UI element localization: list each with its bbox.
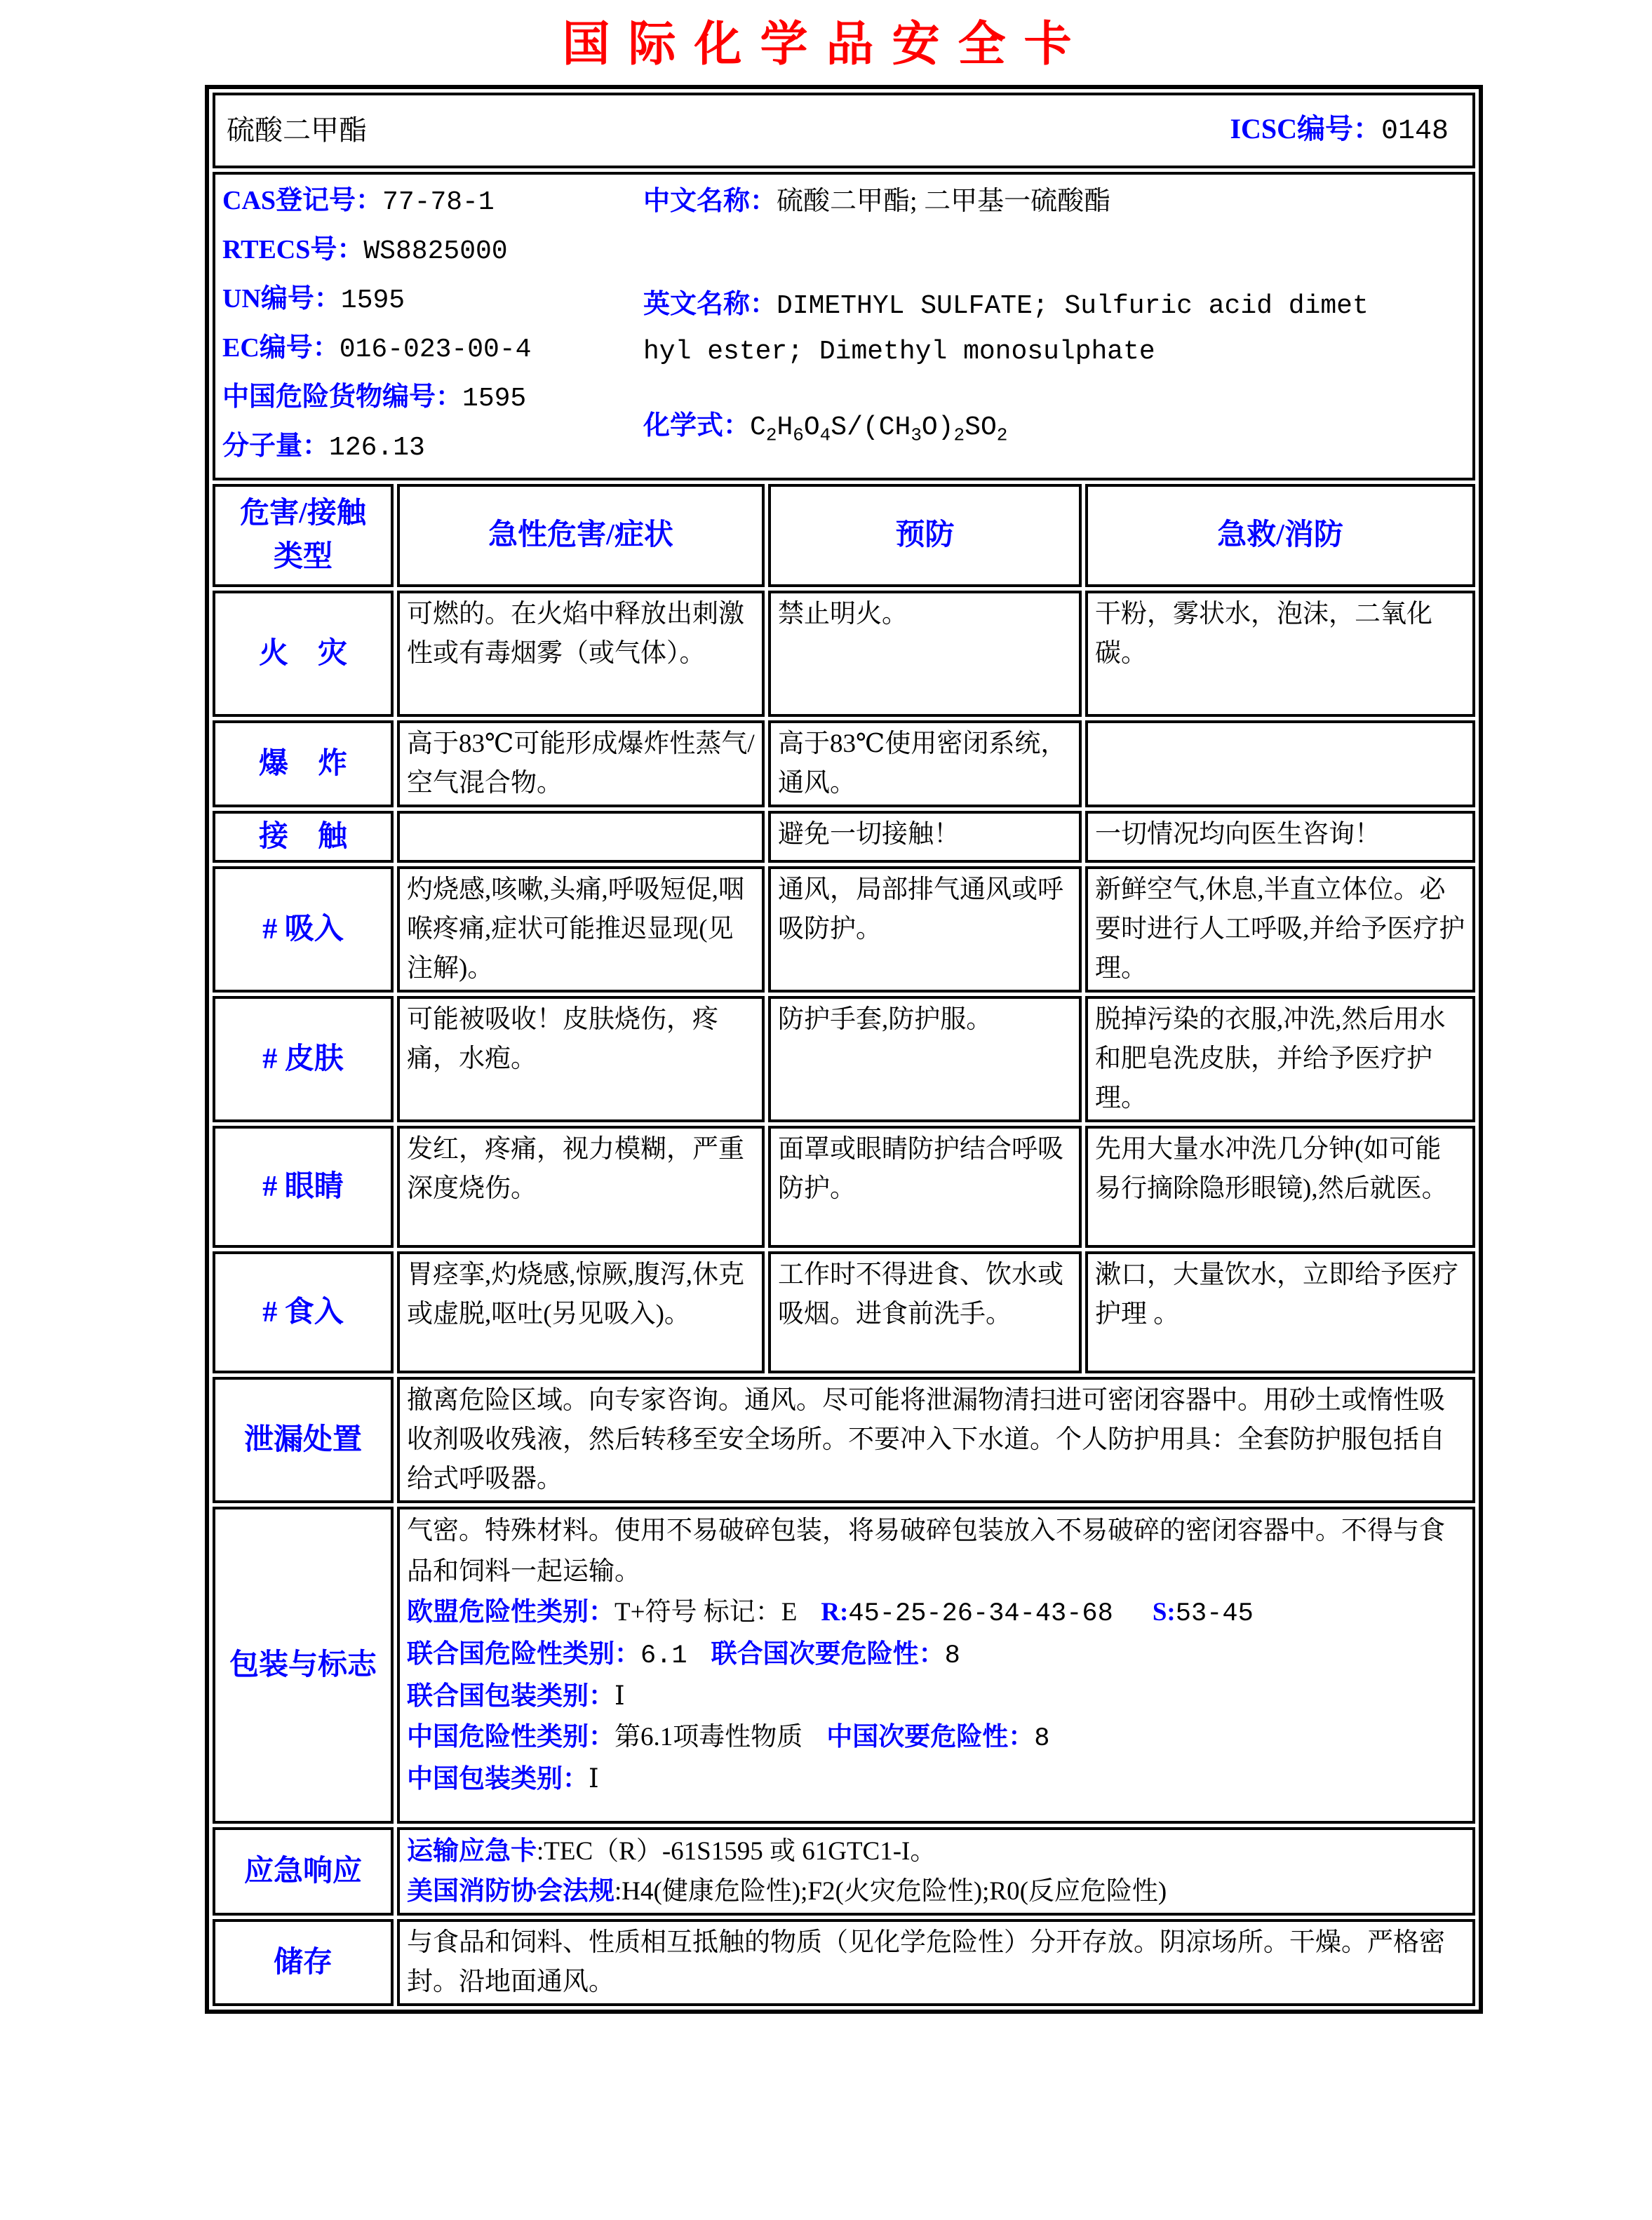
un-class-label: 联合国危险性类别： — [407, 1639, 640, 1669]
eu-class-label: 欧盟危险性类别： — [407, 1597, 615, 1627]
nfpa-value: :H4(健康危险性);F2(火灾危险性);R0(反应危险性) — [615, 1876, 1167, 1906]
field-label: EC编号： — [222, 332, 340, 363]
eyes-prevention: 面罩或眼睛防护结合呼吸防护。 — [768, 1126, 1082, 1248]
fire-symptoms: 可燃的。在火焰中释放出刺激性或有毒烟雾（或气体）。 — [397, 591, 765, 717]
un-packgroup-label: 联合国包装类别： — [407, 1681, 615, 1711]
eyes-symptoms: 发红，疼痛，视力模糊，严重深度烧伤。 — [397, 1126, 765, 1248]
un-subrisk-value: 8 — [944, 1641, 960, 1671]
s-phrases-label: S: — [1152, 1597, 1176, 1627]
un-class-line — [407, 1634, 1465, 1676]
un-class-value: 6.1 — [640, 1641, 687, 1671]
field-value: 126.13 — [329, 432, 425, 463]
row-label-fire: 火 灾 — [213, 591, 394, 717]
field-label: 英文名称： — [643, 289, 777, 319]
ingestion-symptoms: 胃痉挛,灼烧感,惊厥,腹泻,休克或虚脱,呕吐(另见吸入)。 — [397, 1251, 765, 1373]
hazard-row-inhalation — [213, 866, 1475, 993]
inhalation-symptoms: 灼烧感,咳嗽,头痛,呼吸短促,咽喉疼痛,症状可能推迟显现(见注解)。 — [397, 866, 765, 993]
field-value: 77-78-1 — [382, 187, 495, 217]
r-phrases-value: 45-25-26-34-43-68 — [848, 1599, 1113, 1629]
field-value: 016-023-00-4 — [339, 334, 532, 365]
row-label-eyes: # 眼睛 — [213, 1126, 394, 1248]
packaging-cell — [397, 1507, 1475, 1824]
row-label-storage: 储存 — [213, 1919, 394, 2006]
field-value: 1595 — [340, 285, 405, 316]
row-label-emergency: 应急响应 — [213, 1827, 394, 1916]
chemical-formula: $C_2H_6O_4S/(CH_3O)_2SO_2$ — [750, 412, 1008, 446]
ingestion-prevention: 工作时不得进食、饮水或吸烟。进食前洗手。 — [768, 1251, 1082, 1373]
hazard-header-row — [213, 484, 1475, 587]
rtecs-number-field — [222, 231, 643, 271]
info-cell — [213, 172, 1475, 480]
chinese-name-field — [643, 182, 1383, 221]
identifier-list — [222, 182, 643, 476]
field-label: 中国危险货物编号： — [222, 382, 463, 412]
row-label-spill: 泄漏处置 — [213, 1377, 394, 1503]
hazard-row-fire — [213, 591, 1475, 717]
field-label: 化学式： — [643, 410, 751, 440]
field-value: 硫酸二甲酯; 二甲基一硫酸酯 — [777, 186, 1111, 216]
row-label-skin: # 皮肤 — [213, 996, 394, 1122]
molecular-weight-field — [222, 427, 643, 467]
explosion-symptoms: 高于83℃可能形成爆炸性蒸气/空气混合物。 — [397, 720, 765, 807]
spill-text: 撤离危险区域。向专家咨询。通风。尽可能将泄漏物清扫进可密闭容器中。用砂土或惰性吸收剂吸收残液，然后转移至安全场所。不要冲入下水道。个人防护用具：全套防护服包括自给式呼吸器。 — [397, 1377, 1475, 1503]
info-row — [213, 172, 1475, 480]
hazard-row-skin — [213, 996, 1475, 1122]
hazard-row-eyes — [213, 1126, 1475, 1248]
contact-prevention: 避免一切接触！ — [768, 811, 1082, 863]
un-packgroup-value: Ⅰ — [615, 1681, 625, 1711]
fire-prevention: 禁止明火。 — [768, 591, 1082, 717]
field-value: DIMETHYL SULFATE; Sulfuric acid dimethyl ester; Dimethyl monosulphate — [643, 290, 1369, 367]
field-value: 1595 — [462, 383, 527, 414]
ingestion-firstaid: 漱口，大量饮水，立即给予医疗护理 。 — [1085, 1251, 1475, 1373]
inhalation-firstaid: 新鲜空气,休息,半直立体位。必要时进行人工呼吸,并给予医疗护理。 — [1085, 866, 1475, 993]
hazard-row-explosion — [213, 720, 1475, 807]
skin-prevention: 防护手套,防护服。 — [768, 996, 1082, 1122]
cas-number-field — [222, 182, 643, 222]
contact-firstaid: 一切情况均向医生咨询！ — [1085, 811, 1475, 863]
page-title: 国际化学品安全卡 — [562, 18, 1090, 71]
cn-class-label: 中国危险性类别： — [407, 1722, 615, 1751]
s-phrases-value: 53-45 — [1175, 1599, 1254, 1629]
un-number-field — [222, 280, 643, 320]
header-prevention: 预防 — [768, 484, 1082, 587]
row-label-explosion: 爆 炸 — [213, 720, 394, 807]
emergency-cell — [397, 1827, 1475, 1916]
english-name-field — [643, 283, 1383, 374]
transport-card-value: :TEC（R）-61S1595 或 61GTC1-I。 — [537, 1836, 936, 1866]
packaging-row — [213, 1507, 1475, 1824]
icsc-card-table — [205, 85, 1483, 2014]
un-subrisk-label: 联合国次要危险性： — [711, 1639, 945, 1669]
un-packgroup-line — [407, 1676, 1465, 1717]
icsc-number-value: 0148 — [1381, 115, 1449, 147]
header-hazard-type — [213, 484, 394, 587]
header-firstaid: 急救/消防 — [1085, 484, 1475, 587]
field-label: UN编号： — [222, 283, 341, 314]
cn-class-value: 第6.1项毒性物质 — [615, 1722, 803, 1751]
row-label-packaging: 包装与标志 — [213, 1507, 394, 1824]
spill-row — [213, 1377, 1475, 1503]
field-label: RTECS号： — [222, 234, 364, 264]
hazard-row-contact — [213, 811, 1475, 863]
storage-text: 与食品和饲料、性质相互抵触的物质（见化学危险性）分开存放。阴凉场所。干燥。严格密封。沿地面通风。 — [397, 1919, 1475, 2006]
explosion-firstaid — [1085, 720, 1475, 807]
names-block — [643, 182, 1383, 476]
transport-card-label: 运输应急卡 — [407, 1836, 537, 1866]
cn-packgroup-value: Ⅰ — [589, 1764, 599, 1794]
row-label-inhalation: # 吸入 — [213, 866, 394, 993]
icsc-number — [1230, 109, 1449, 152]
eu-class-value: T+符号 标记：E — [615, 1597, 798, 1627]
cn-class-line — [407, 1717, 1465, 1759]
emergency-row — [213, 1827, 1475, 1916]
header-hazard-type-line2: 类型 — [273, 541, 333, 574]
fire-firstaid: 干粉，雾状水，泡沫，二氧化碳。 — [1085, 591, 1475, 717]
row-label-ingestion: # 食入 — [213, 1251, 394, 1373]
storage-row — [213, 1919, 1475, 2006]
cn-subrisk-value: 8 — [1034, 1723, 1050, 1754]
field-value: WS8825000 — [363, 236, 508, 267]
hazard-row-ingestion — [213, 1251, 1475, 1373]
field-label: CAS登记号： — [222, 185, 383, 215]
header-hazard-type-line1: 危害/接触 — [240, 497, 366, 530]
packaging-intro: 气密。特殊材料。使用不易破碎包装，将易破碎包装放入不易破碎的密闭容器中。不得与食品和饲料一起运输。 — [407, 1516, 1445, 1586]
nfpa-line — [407, 1871, 1465, 1911]
name-cell — [213, 93, 1475, 168]
cn-packgroup-label: 中国包装类别： — [407, 1764, 589, 1794]
chemical-name: 硫酸二甲酯 — [227, 114, 367, 146]
skin-firstaid: 脱掉污染的衣服,冲洗,然后用水和肥皂洗皮肤，并给予医疗护理。 — [1085, 996, 1475, 1122]
field-label: 中文名称： — [643, 186, 777, 216]
inhalation-prevention: 通风，局部排气通风或呼吸防护。 — [768, 866, 1082, 993]
transport-card-line — [407, 1831, 1465, 1871]
china-dg-number-field — [222, 378, 643, 418]
r-phrases-label: R: — [821, 1597, 849, 1627]
skin-symptoms: 可能被吸收！皮肤烧伤，疼痛，水疱。 — [397, 996, 765, 1122]
explosion-prevention: 高于83℃使用密闭系统，通风。 — [768, 720, 1082, 807]
ec-number-field — [222, 329, 643, 369]
name-row — [213, 93, 1475, 168]
field-label: 分子量： — [222, 431, 330, 461]
header-symptoms: 急性危害/症状 — [397, 484, 765, 587]
icsc-number-label: ICSC编号： — [1230, 112, 1382, 144]
eyes-firstaid: 先用大量水冲洗几分钟(如可能易行摘除隐形眼镜),然后就医。 — [1085, 1126, 1475, 1248]
contact-symptoms — [397, 811, 765, 863]
row-label-contact: 接 触 — [213, 811, 394, 863]
eu-hazard-line — [407, 1592, 1465, 1634]
nfpa-label: 美国消防协会法规 — [407, 1876, 615, 1906]
chemical-formula-field — [643, 406, 1383, 455]
cn-subrisk-label: 中国次要危险性： — [826, 1722, 1035, 1751]
cn-packgroup-line — [407, 1759, 1465, 1800]
